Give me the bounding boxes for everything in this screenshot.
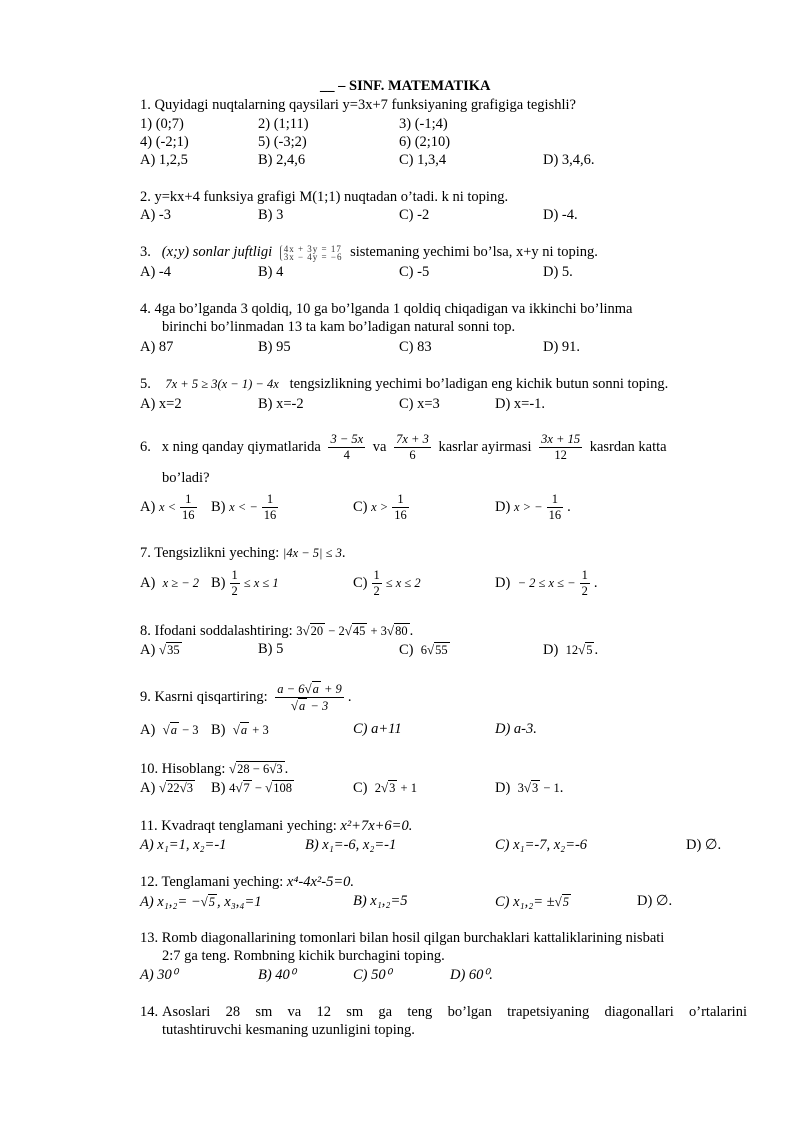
q9-answer-b: B) √a + 3 [211,722,269,738]
q6-answer-d: D) x > − $\frac{1}{16}$ . [495,492,571,523]
q5-stem [140,376,668,393]
q2-answer-a: A) -3 [140,207,172,223]
q8-answer-c: C) 6√55 [399,642,448,658]
q12-stem: 12. Tenglamani yeching: x⁴-4x²-5=0. [140,874,354,890]
q3-answer-c: C) -5 [399,264,430,280]
q5-expression: 7x + 5 ≥ 3(x − 1) − 4x [165,377,279,391]
q8-answer-d: D) 12√5 . [543,642,599,658]
q6-mid: kasrlar ayirmasi [438,439,532,455]
q6-answer-c: C) x > $\frac{1}{16}$ [353,492,407,523]
q14-line1: Asoslari 28 sm va 12 sm ga teng bo’lgan trapetsiyaning diagonallari o’rtalarini [162,1004,747,1020]
q12-answer-a: A) x₁,₂= −√5 , x₃,₄=1 [140,894,262,910]
q3-system [280,245,343,261]
q9-answer-d: D) a-3. [495,721,537,737]
q7-answer-d: D) − 2 ≤ x ≤ − $\frac{1}{2}$ . [495,568,598,599]
q1-point: 3) (-1;4) [399,116,448,132]
q1-point: 4) (-2;1) [140,134,189,150]
q1-answer-d: D) 3,4,6. [543,152,595,168]
q5-answer-a: A) x=2 [140,396,182,412]
q12-answer-c: C) x₁,₂= ±√5 [495,894,570,910]
q6-post: kasrdan katta [589,439,667,455]
q5-number: 5. [140,376,151,392]
q8-answer-b: B) 5 [258,641,284,657]
q10-answer-a: A) √22√3 [140,780,193,796]
q7-answer-c: C) $\frac{1}{2}$ ≤ x ≤ 2 [353,568,421,599]
q10-stem: 10. Hisoblang: √28 − 6√3 . [140,761,289,777]
q7-answer-a: A) x ≥ − 2 [140,575,200,591]
q7-expression: |4x − 5| ≤ 3 [282,546,342,560]
q1-answer-a: A) 1,2,5 [140,152,188,168]
q4-answer-b: B) 95 [258,339,291,355]
q9-answer-a: A) √a − 3 [140,722,199,738]
q14-line2: tutashtiruvchi kesmaning uzunligini toping. [162,1022,415,1038]
q11-answer-a: A) x₁=1, x₂=-1 [140,837,227,853]
q2-answer-c: C) -2 [399,207,430,223]
q2-answer-d: D) -4. [543,207,578,223]
q13-answer-a: A) 30⁰ [140,967,178,983]
q4-line2: birinchi bo’linmadan 13 ta kam bo’ladigan natural sonni top. [162,319,516,335]
q5-post: tengsizlikning yechimi bo’ladigan eng kichik butun sonni toping. [289,376,669,392]
q4-answer-c: C) 83 [399,339,432,355]
q9-stem: 9. Kasrni qisqartiring: $\frac{a - 6√a + 9}{√a - 3}$ . [140,681,352,714]
q3-answer-d: D) 5. [543,264,573,280]
q11-answer-d: D) ∅. [686,837,722,853]
q9-fraction: $\frac{a - 6√a + 9}{√a - 3}$ [277,681,342,714]
q8-answer-a: A) √35 [140,642,180,658]
q14-number: 14. [140,1004,159,1020]
q12-answer-b: B) x₁,₂=5 [353,893,408,909]
q6-number: 6. [140,439,151,455]
q5-answer-d: D) x=-1. [495,396,546,412]
q10-answer-d: D) 3√3 − 1. [495,780,564,796]
q9-answer-c: C) a+11 [353,721,402,737]
q7-answer-b: B) $\frac{1}{2}$ ≤ x ≤ 1 [211,568,279,599]
q13-answer-b: B) 40⁰ [258,967,296,983]
q3-post: sistemaning yechimi bo’lsa, x+y ni toping. [350,244,598,260]
q6-va: va [372,439,387,455]
q13-answer-c: C) 50⁰ [353,967,392,983]
q3-answer-a: A) -4 [140,264,172,280]
q8-stem: 8. Ifodani soddalashtiring: 3√20 − 2√45 + 3√80 . [140,623,414,639]
page-title: __ – SINF. MATEMATIKA [320,78,491,94]
q1-answer-b: B) 2,4,6 [258,152,306,168]
q12-answer-d: D) ∅. [637,893,673,909]
q6-fraction-2: $\frac{7x + 3}{6}$ [396,432,429,463]
q1-stem: 1. Quyidagi nuqtalarning qaysilari y=3x+7 funksiyaning grafigiga tegishli? [140,97,576,113]
q6-fraction-3: $\frac{3x + 15}{12}$ [541,432,581,463]
q3-stem [140,244,598,261]
q6-pre: x ning qanday qiymatlarida [161,439,321,455]
q10-answer-b: B) 4√7 − √108 [211,780,292,796]
q1-answer-c: C) 1,3,4 [399,152,447,168]
q13-answer-d: D) 60⁰. [450,967,493,983]
q6-fraction-1: $\frac{3 - 5x}{4}$ [330,432,364,463]
q6-stem [140,430,667,464]
q3-system-eq1: 4x + 3y = 17 [283,243,342,254]
q1-point: 2) (1;11) [258,116,309,132]
q4-answer-d: D) 91. [543,339,581,355]
q8-expression: 3√20 − 2√45 + 3√80 [296,623,408,638]
q2-stem: 2. y=kx+4 funksiya grafigi M(1;1) nuqtadan o’tadi. k ni toping. [140,189,509,205]
q6-line2: bo’ladi? [162,470,210,486]
q13-line1: 13. Romb diagonallarining tomonlari bilan hosil qilgan burchaklari kattaliklarining nisbati [140,930,665,946]
q2-answer-b: B) 3 [258,207,284,223]
q6-answer-a: A) x < $\frac{1}{16}$ [140,492,195,523]
q4-line1: 4. 4ga bo’lganda 3 qoldiq, 10 ga bo’lganda 1 qoldiq chiqadigan va ikkinchi bo’linma [140,301,633,317]
q6-answer-b: B) x < − $\frac{1}{16}$ [211,492,277,523]
q13-line2: 2:7 ga teng. Rombning kichik burchagini toping. [162,948,445,964]
q1-point: 6) (2;10) [399,134,451,150]
q11-answer-b: B) x₁=-6, x₂=-1 [305,837,397,853]
q3-answer-b: B) 4 [258,264,284,280]
q3-pre: (x;y) sonlar juftligi [161,244,273,260]
q1-point: 5) (-3;2) [258,134,307,150]
q11-answer-c: C) x₁=-7, x₂=-6 [495,837,588,853]
q5-answer-c: C) x=3 [399,396,440,412]
q4-answer-a: A) 87 [140,339,174,355]
q5-answer-b: B) x=-2 [258,396,304,412]
q11-stem: 11. Kvadraqt tenglamani yeching: x²+7x+6=0. [140,818,413,834]
q10-answer-c: C) 2√3 + 1 [353,780,417,796]
q7-stem: 7. Tengsizlikni yeching: |4x − 5| ≤ 3. [140,545,346,561]
q3-number: 3. [140,244,151,260]
q1-point: 1) (0;7) [140,116,184,132]
q3-system-eq2: 3x − 4y = −6 [283,251,343,262]
